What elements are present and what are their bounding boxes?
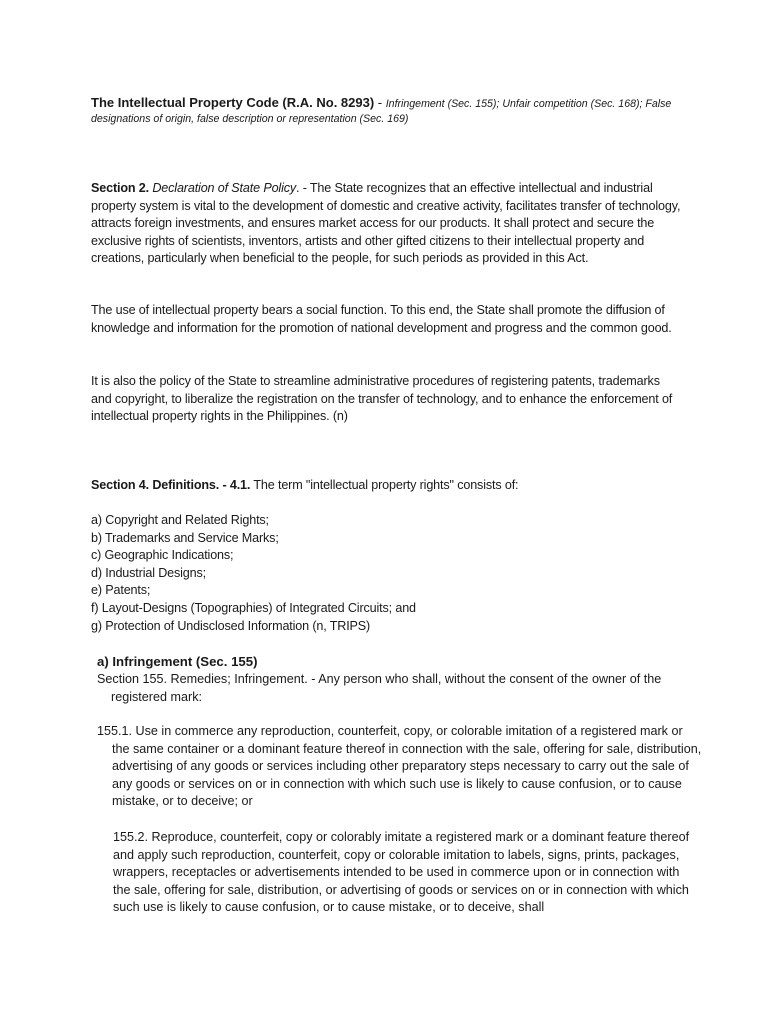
section-155-2: 155.2. Reproduce, counterfeit, copy or colorably imitate a registered mark or a dominant feature thereof and apply such reproduction, counterfeit, copy or colorable imitation to labels, signs, prints, packages, wrappers, receptacles or advertisements intended to be used in commerce upon or in connection with the sale, offering for sale, distribution, or advertising of goods or services on or in connection with which such use is likely to cause confusion, or to cause mistake, or to deceive, shall	[113, 830, 690, 915]
section-2-paragraph-3: It is also the policy of the State to streamline administrative procedures of registering patents, trademarks and copyright, to liberalize the registration on the transfer of technology, and to enhance the enforcement of intellectual property rights in the Philippines. (n)	[91, 374, 673, 424]
list-item: d) Industrial Designs;	[91, 565, 206, 580]
list-item: a) Copyright and Related Rights;	[91, 513, 269, 527]
title-subtitle-second: designations of origin, false description or representation (Sec. 169)	[91, 113, 409, 125]
title-bold: The Intellectual Property Code (R.A. No. 8293)	[91, 95, 375, 110]
section-4-label: Section 4. Definitions. - 4.1.	[91, 478, 251, 492]
ip-rights-list	[91, 512, 683, 635]
section-2-paragraph-2: The use of intellectual property bears a social function. To this end, the State shall promote the diffusion of knowledge and information for the promotion of national development and progress and the common good.	[91, 303, 672, 335]
section-155-1: 155.1. Use in commerce any reproduction, counterfeit, copy, or colorable imitation of a registered mark or the same container or a dominant feature thereof in connection with the sale, offering for sale, distribution, advertising of any goods or services including other preparatory steps necessary to carry out the sale of any goods or services on or in connection with which such use is likely to cause confusion, or to cause mistake, or to deceive; or	[97, 724, 702, 809]
section-4-heading	[91, 477, 683, 495]
section-4-rest: The term "intellectual property rights" consists of:	[250, 478, 519, 492]
section-2-label: Section 2.	[91, 181, 149, 195]
list-item: g) Protection of Undisclosed Information (n, TRIPS)	[91, 618, 371, 633]
list-item: b) Trademarks and Service Marks;	[91, 530, 279, 545]
section-2-lead: . - The State recognizes that an effective intellectual and industrial property system is vital to the development of domestic and creative activity, facilitates transfer of technology, attracts foreign investments, and ensures market access for our products. It shall protect and secure the exclusive rights of scientists, inventors, artists and other gifted citizens to their intellectual property and creations, particularly when beneficial to the people, for such periods as provided in this Act.	[91, 181, 681, 266]
title-dash: -	[374, 95, 386, 110]
list-item: f) Layout-Designs (Topographies) of Integrated Circuits; and	[91, 600, 416, 615]
list-item: e) Patents;	[91, 583, 151, 598]
infringement-heading: a) Infringement (Sec. 155)	[97, 654, 258, 669]
section-155-intro: Section 155. Remedies; Infringement. - Any person who shall, without the consent of the owner of the registered mark:	[97, 672, 662, 704]
title-subtitle-first: Infringement (Sec. 155); Unfair competition (Sec. 168); False	[385, 98, 672, 110]
section-2-paragraph	[91, 180, 683, 268]
section-2-heading: Declaration of State Policy	[152, 181, 297, 195]
list-item: c) Geographic Indications;	[91, 548, 234, 563]
